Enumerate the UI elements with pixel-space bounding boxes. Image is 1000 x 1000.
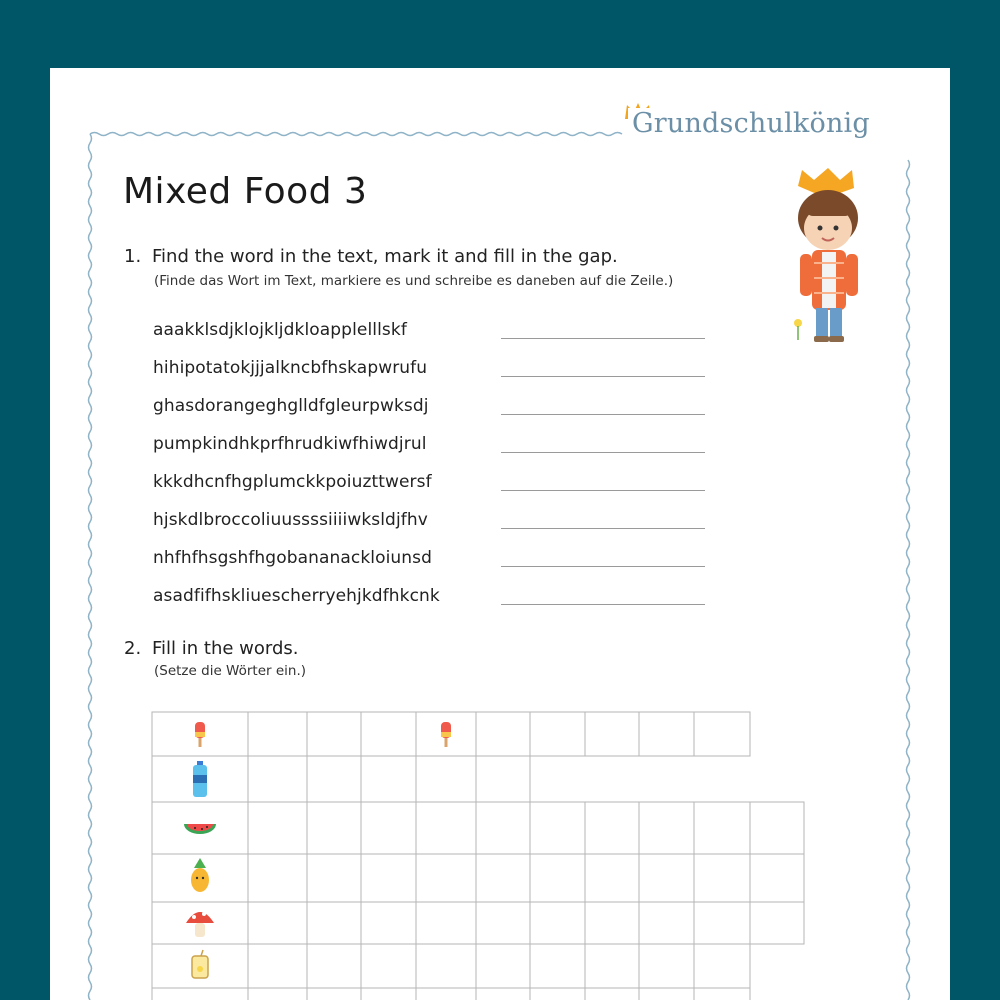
- letter-cell[interactable]: [750, 802, 804, 854]
- letter-cell[interactable]: [361, 712, 416, 756]
- task2-instruction: Fill in the words.: [152, 638, 299, 659]
- letter-cell[interactable]: [585, 712, 639, 756]
- water-bottle-icon: [193, 761, 207, 797]
- letter-cell[interactable]: [416, 802, 476, 854]
- letter-puzzle-line: aaakklsdjklojkljdkloapplelllskf: [153, 320, 407, 340]
- picture-clue-cell: [152, 988, 248, 1000]
- crossword-row: [152, 854, 804, 902]
- letter-cell[interactable]: [530, 854, 585, 902]
- letter-cell[interactable]: [694, 988, 750, 1000]
- task1-number: 1.: [124, 246, 142, 267]
- letter-cell[interactable]: [248, 988, 307, 1000]
- letter-puzzle-line: kkkdhcnfhgplumckkpoiuzttwersf: [153, 472, 432, 492]
- letter-cell[interactable]: [639, 988, 694, 1000]
- letter-cell[interactable]: [585, 988, 639, 1000]
- letter-puzzle-line: ghasdorangeghglldfgleurpwksdj: [153, 396, 429, 416]
- letter-cell[interactable]: [585, 944, 639, 988]
- letter-cell[interactable]: [416, 756, 476, 802]
- letter-cell[interactable]: [750, 902, 804, 944]
- letter-cell[interactable]: [476, 802, 530, 854]
- letter-cell[interactable]: [248, 854, 307, 902]
- letter-puzzle-line: pumpkindhkprfhrudkiwfhiwdjrul: [153, 434, 427, 454]
- letter-cell[interactable]: [639, 712, 694, 756]
- letter-cell[interactable]: [694, 712, 750, 756]
- letter-puzzle-line: hjskdlbroccoliuussssiiiiwksldjfhv: [153, 510, 428, 530]
- letter-cell[interactable]: [694, 944, 750, 988]
- crossword-row: [152, 902, 804, 944]
- letter-cell[interactable]: [585, 854, 639, 902]
- letter-cell[interactable]: [476, 854, 530, 902]
- letter-cell[interactable]: [248, 802, 307, 854]
- letter-cell[interactable]: [307, 712, 361, 756]
- letter-cell[interactable]: [585, 802, 639, 854]
- letter-cell[interactable]: [585, 902, 639, 944]
- letter-cell[interactable]: [476, 756, 530, 802]
- letter-cell[interactable]: [361, 902, 416, 944]
- worksheet-page: [50, 68, 950, 1000]
- letter-cell[interactable]: [361, 854, 416, 902]
- crossword-row: [152, 944, 750, 988]
- letter-cell[interactable]: [416, 988, 476, 1000]
- letter-cell[interactable]: [639, 802, 694, 854]
- letter-cell[interactable]: [476, 902, 530, 944]
- letter-cell[interactable]: [307, 854, 361, 902]
- letter-puzzle-line: asadfifhskliuescherryehjkdfhkcnk: [153, 586, 440, 606]
- letter-cell[interactable]: [416, 944, 476, 988]
- letter-cell[interactable]: [248, 712, 307, 756]
- letter-puzzle-line: hihipotatokjjjalkncbfhskapwrufu: [153, 358, 428, 378]
- letter-cell[interactable]: [476, 988, 530, 1000]
- letter-cell[interactable]: [361, 802, 416, 854]
- letter-cell[interactable]: [307, 944, 361, 988]
- crossword-grid: [50, 68, 950, 1000]
- crossword-row: [152, 988, 750, 1000]
- letter-cell[interactable]: [248, 944, 307, 988]
- letter-cell[interactable]: [694, 854, 750, 902]
- letter-cell[interactable]: [416, 854, 476, 902]
- letter-cell[interactable]: [307, 802, 361, 854]
- letter-cell[interactable]: [416, 902, 476, 944]
- task2-translation: (Setze die Wörter ein.): [154, 663, 307, 679]
- letter-cell[interactable]: [361, 988, 416, 1000]
- task1-instruction: Find the word in the text, mark it and fill in the gap.: [152, 246, 618, 267]
- task1-translation: (Finde das Wort im Text, markiere es und schreibe es daneben auf die Zeile.): [154, 273, 674, 289]
- letter-cell[interactable]: [694, 802, 750, 854]
- letter-cell[interactable]: [530, 902, 585, 944]
- letter-puzzle-line: nhfhfhsgshfhgobananackloiunsd: [153, 548, 433, 568]
- letter-cell[interactable]: [476, 712, 530, 756]
- letter-cell[interactable]: [530, 944, 585, 988]
- letter-cell[interactable]: [694, 902, 750, 944]
- letter-cell[interactable]: [530, 802, 585, 854]
- task2-number: 2.: [124, 638, 142, 659]
- letter-cell[interactable]: [530, 712, 585, 756]
- page-title: Mixed Food 3: [123, 171, 368, 212]
- letter-cell[interactable]: [639, 944, 694, 988]
- letter-cell[interactable]: [530, 988, 585, 1000]
- letter-cell[interactable]: [750, 854, 804, 902]
- letter-cell[interactable]: [307, 988, 361, 1000]
- letter-cell[interactable]: [248, 902, 307, 944]
- letter-cell[interactable]: [639, 854, 694, 902]
- crossword-row: [152, 802, 804, 854]
- letter-cell[interactable]: [361, 944, 416, 988]
- letter-cell[interactable]: [639, 902, 694, 944]
- letter-cell[interactable]: [307, 902, 361, 944]
- brand-logo: Grundschulkönig: [628, 108, 874, 139]
- letter-cell[interactable]: [307, 756, 361, 802]
- letter-cell[interactable]: [361, 756, 416, 802]
- letter-cell[interactable]: [476, 944, 530, 988]
- crossword-row: [152, 756, 530, 802]
- letter-cell[interactable]: [248, 756, 307, 802]
